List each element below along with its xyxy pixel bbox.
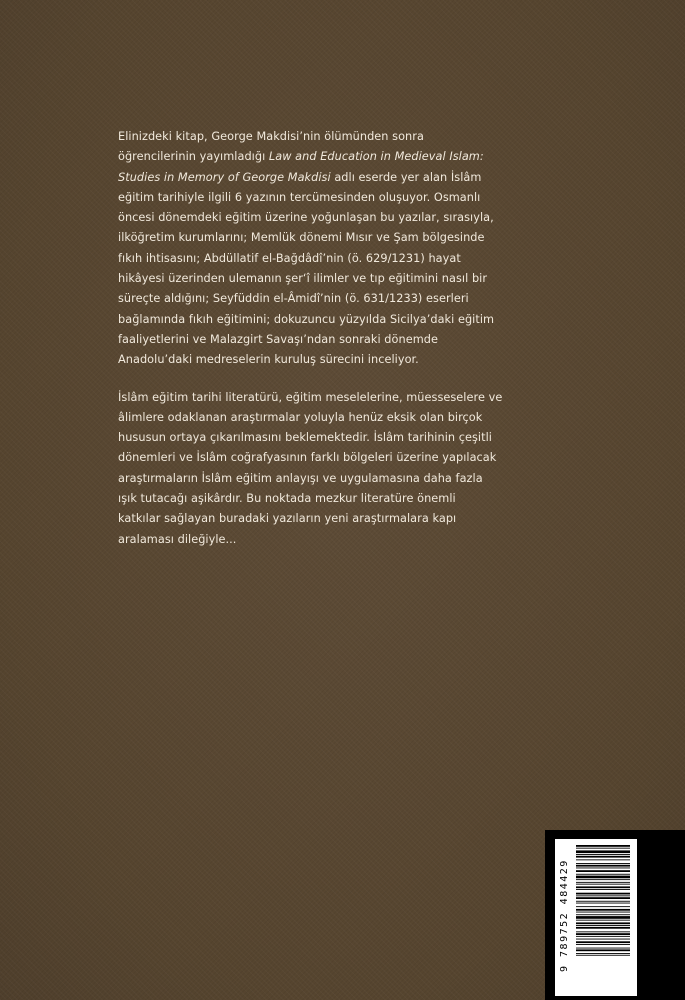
- barcode-bar: [576, 895, 630, 896]
- isbn-barcode: [555, 839, 637, 996]
- text-run: aralaması dileğiyle...: [118, 532, 237, 546]
- barcode-bar: [576, 859, 630, 860]
- text-line: [118, 127, 458, 147]
- barcode-bar: [576, 941, 630, 943]
- book-title-italic: Law and Education in Medieval Islam:: [268, 150, 484, 164]
- text-run: hususun ortaya çıkarılmasını beklemektedir. İslâm tarihinin çeşitli: [118, 431, 492, 445]
- barcode-bar: [576, 848, 630, 849]
- text-run: ilköğretim kurumlarını; Memlük dönemi Mısır ve Şam bölgesinde: [118, 231, 485, 245]
- barcode-bar: [576, 920, 630, 921]
- text-run: katkılar sağlayan buradaki yazıların yeni araştırmalara kapı: [118, 512, 457, 526]
- barcode-bar: [576, 876, 630, 879]
- barcode-bar: [576, 948, 630, 949]
- text-run: Anadolu’daki medreselerin kuruluş sürecini inceliyor.: [118, 353, 419, 367]
- barcode-bar: [576, 909, 630, 911]
- barcode-bar: [576, 856, 630, 858]
- text-line: [118, 350, 458, 370]
- book-title-italic: Studies in Memory of George Makdisi: [118, 170, 331, 184]
- text-line: [118, 428, 492, 448]
- paragraph-2: [118, 388, 503, 550]
- text-line: [118, 188, 481, 208]
- barcode-bar: [576, 845, 630, 847]
- barcode-bar: [576, 933, 630, 935]
- text-line: [118, 388, 503, 408]
- text-line: [118, 310, 495, 330]
- barcode-bar: [576, 897, 630, 899]
- barcode-bar: [576, 944, 630, 945]
- barcode-bar: [576, 949, 630, 951]
- text-run: faaliyetlerini ve Malazgirt Savaşı’ndan sonraki dönemde: [118, 332, 438, 346]
- barcode-bar: [576, 863, 630, 864]
- barcode-bar: [576, 922, 630, 924]
- text-run: dönemleri ve İslâm coğrafyasının farklı bölgeleri üzerine yapılacak: [118, 451, 497, 465]
- text-run: İslâm eğitim tarihi literatürü, eğitim meselelerine, müesseselere ve: [118, 390, 503, 404]
- barcode-bar: [576, 884, 630, 885]
- text-run: bağlamında fıkıh eğitimini; dokuzuncu yüzyılda Sicilya’daki eğitim: [118, 312, 495, 326]
- barcode-bar: [576, 906, 630, 907]
- text-line: [118, 147, 484, 167]
- barcode-bar: [576, 865, 630, 867]
- barcode-bar: [576, 931, 630, 932]
- text-line: [118, 269, 488, 289]
- text-run: araştırmaların İslâm eğitim anlayışı ve uygulamasına daha fazla: [118, 471, 483, 485]
- barcode-bar: [576, 912, 630, 913]
- barcode-bar: [576, 868, 630, 869]
- text-run: öncesi dönemdeki eğitim üzerine yoğunlaşan bu yazılar, sırasıyla,: [118, 211, 494, 225]
- barcode-bar: [576, 936, 630, 937]
- text-run: süreçte aldığını; Seyfüddin el-Âmidî’nin (ö. 631/1233) eserleri: [118, 292, 469, 306]
- text-line: [118, 509, 458, 529]
- barcode-bar: [576, 901, 630, 902]
- text-line: [118, 208, 494, 228]
- barcode-bar: [576, 889, 630, 890]
- text-run: fıkıh ihtisasını; Abdüllatif el-Bağdâdî’nin (ö. 629/1231) hayat: [118, 251, 461, 265]
- text-run: ışık tutacağı aşikârdır. Bu noktada mezkur literatüre önemli: [118, 492, 456, 506]
- text-line: [118, 228, 485, 248]
- text-line: [118, 469, 483, 489]
- text-line: [118, 168, 482, 188]
- barcode-bar: [576, 850, 630, 853]
- text-line: [118, 249, 461, 269]
- barcode-bar: [576, 882, 630, 883]
- text-line: [118, 289, 469, 309]
- text-line: [118, 408, 483, 428]
- text-run: öğrencilerinin yayımladığı: [118, 150, 269, 164]
- barcode-bar: [576, 953, 630, 954]
- paragraph-1: [118, 127, 495, 371]
- barcode-bar: [576, 925, 630, 926]
- barcode-panel: [545, 830, 685, 1000]
- barcode-bar: [576, 879, 630, 880]
- barcode-bar: [576, 939, 630, 940]
- text-line: [118, 448, 497, 468]
- barcode-bar: [576, 886, 630, 888]
- back-cover-text: [118, 127, 503, 550]
- text-run: eğitim tarihiyle ilgili 6 yazının tercümesinden oluşuyor. Osmanlı: [118, 190, 481, 204]
- barcode-bar: [576, 854, 630, 855]
- barcode-bar: [576, 874, 630, 875]
- isbn-number: 9 789752 484429: [559, 859, 570, 973]
- text-run: adlı eserde yer alan İslâm: [330, 170, 482, 184]
- text-run: âlimlere odaklanan araştırmalar yoluyla henüz eksik olan birçok: [118, 410, 483, 424]
- text-run: Elinizdeki kitap, George Makdisi’nin ölümünden sonra: [118, 130, 424, 143]
- barcode-bar: [576, 870, 630, 872]
- barcode-bar: [576, 903, 630, 904]
- barcode-bar: [576, 916, 630, 919]
- text-line: [118, 330, 458, 350]
- barcode-bar: [576, 955, 630, 956]
- barcode-bar: [576, 927, 630, 929]
- text-run: hikâyesi üzerinden ulemanın şer‘î ilimler ve tıp eğitimini nasıl bir: [118, 272, 488, 286]
- text-line: [118, 489, 458, 509]
- barcode-bar: [576, 914, 630, 915]
- text-line: [118, 530, 458, 550]
- barcode-bar: [576, 893, 630, 895]
